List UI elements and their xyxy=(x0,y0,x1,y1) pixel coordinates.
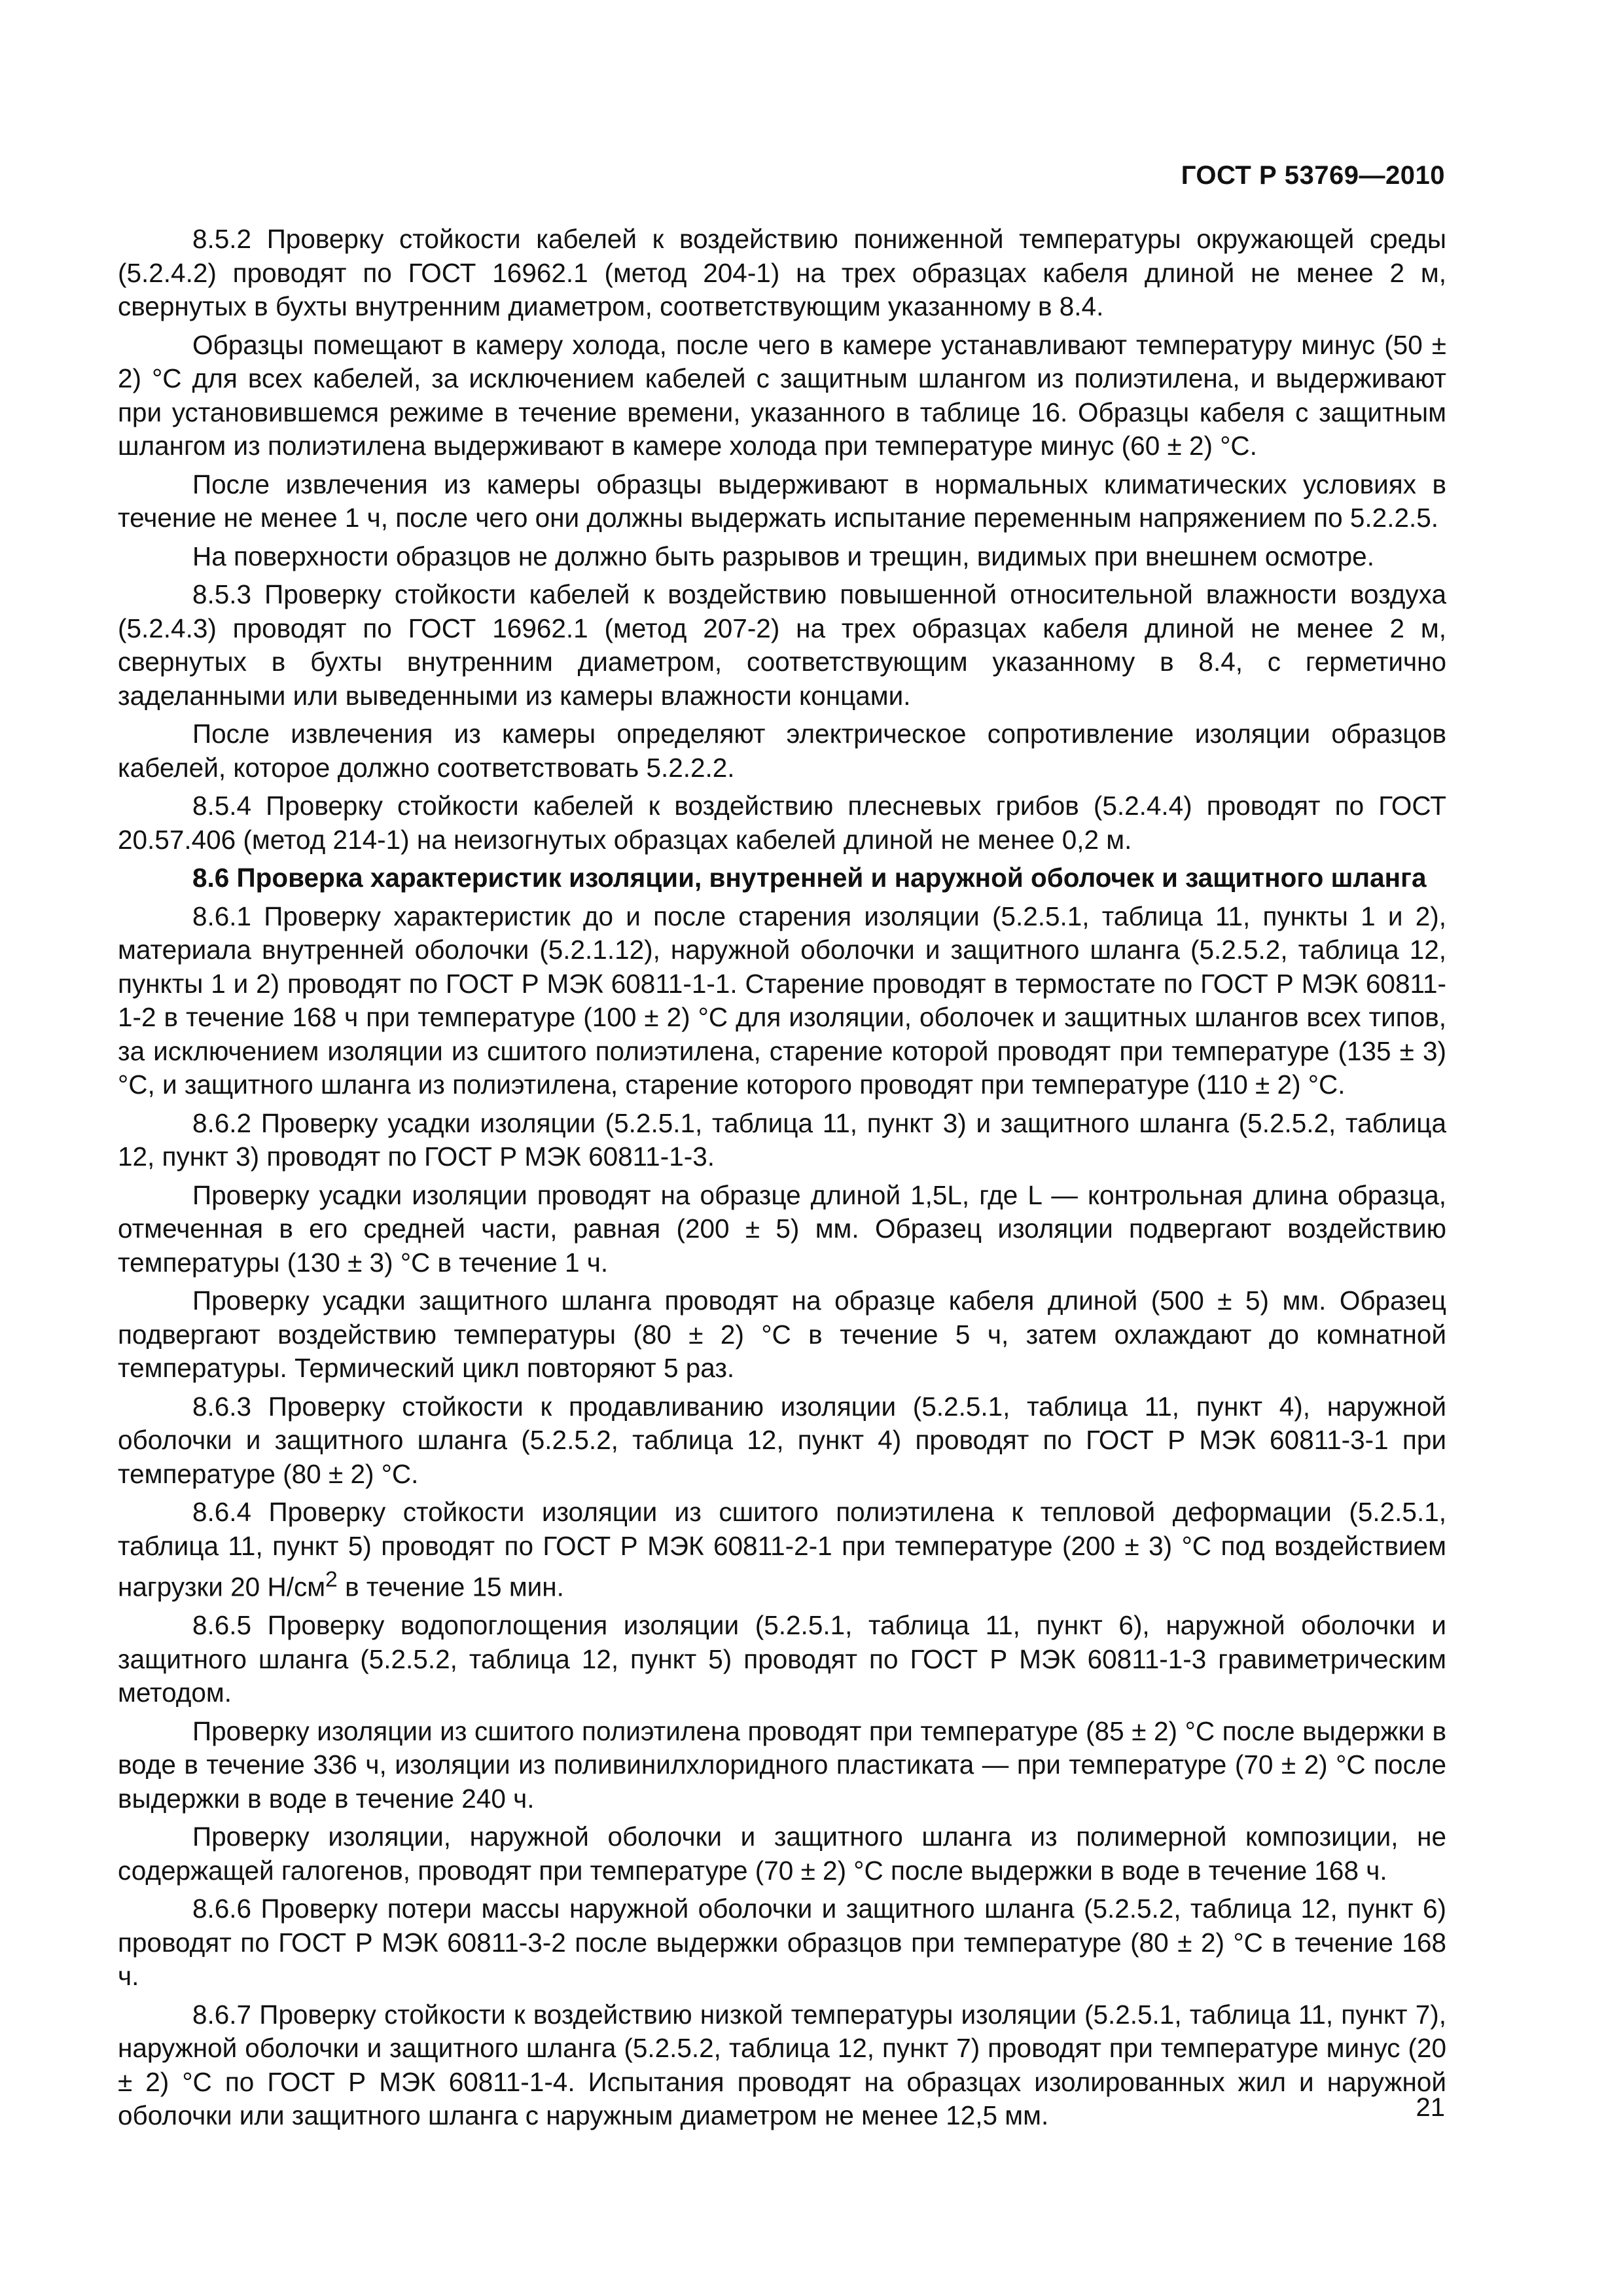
paragraph: Проверку усадки защитного шланга проводят на образце кабеля длиной (500 ± 5) мм. Образец подвергают воздействию температуры (80 ± 2) °С в течение 5 ч, затем охлаждают до комнатной температуры. Термический цикл повторяют 5 раз. xyxy=(118,1285,1446,1383)
paragraph: 8.5.2 Проверку стойкости кабелей к воздействию пониженной температуры окружающей среды (5.2.4.2) проводят по ГОСТ 16962.1 (метод 204-1) на трех образцах кабеля длиной не менее 2 м, свернутых в бухты внутренним диаметром, соответствующим указанному в 8.4. xyxy=(118,224,1446,321)
superscript: 2 xyxy=(325,1567,338,1592)
paragraph-text-tail: в течение 15 мин. xyxy=(337,1571,564,1602)
paragraph: Проверку изоляции, наружной оболочки и защитного шланга из полимерной композиции, не содержащей галогенов, проводят при температуре (70 ± 2) °С после выдержки в воде в течение 168 ч. xyxy=(118,1821,1446,1886)
document-id-header: ГОСТ Р 53769—2010 xyxy=(1181,161,1445,190)
paragraph: На поверхности образцов не должно быть разрывов и трещин, видимых при внешнем осмотре. xyxy=(192,541,1374,571)
paragraph: Проверку изоляции из сшитого полиэтилена проводят при температуре (85 ± 2) °С после выдержки в воде в течение 336 ч, изоляции из поливинилхлоридного пластиката — при температуре (70 ± 2) °С после выдержки в воде в течение 240 ч. xyxy=(118,1715,1446,1814)
paragraph: 8.5.4 Проверку стойкости кабелей к воздействию плесневых грибов (5.2.4.4) проводят по ГОСТ 20.57.406 (метод 214-1) на неизогнутых образцах кабелей длиной не менее 0,2 м. xyxy=(118,791,1446,855)
paragraph-864 xyxy=(118,1496,1446,1604)
section-heading: 8.6 Проверка характеристик изоляции, внутренней и наружной оболочек и защитного шланга xyxy=(192,863,1427,893)
paragraph: Образцы помещают в камеру холода, после чего в камере устанавливают температуру минус (50 ± 2) °С для всех кабелей, за исключением кабелей с защитным шлангом из полиэтилена, и выдерживают при установившемся режиме в течение времени, указанного в таблице 16. Образцы кабеля с защитным шлангом из полиэтилена выдерживают в камере холода при температуре минус (60 ± 2) °С. xyxy=(118,329,1446,461)
paragraph: После извлечения из камеры образцы выдерживают в нормальных климатических условиях в течение не менее 1 ч, после чего они должны выдержать испытание переменным напряжением по 5.2.2.5. xyxy=(118,469,1446,533)
paragraph: После извлечения из камеры определяют электрическое сопротивление изоляции образцов кабелей, которое должно соответствовать 5.2.2.2. xyxy=(118,719,1446,783)
document-body xyxy=(118,223,1446,2138)
paragraph: 8.6.2 Проверку усадки изоляции (5.2.5.1, таблица 11, пункт 3) и защитного шланга (5.2.5.2, таблица 12, пункт 3) проводят по ГОСТ Р МЭК 60811-1-3. xyxy=(118,1107,1446,1172)
paragraph: 8.6.3 Проверку стойкости к продавливанию изоляции (5.2.5.1, таблица 11, пункт 4), наружной оболочки и защитного шланга (5.2.5.2, таблица 12, пункт 4) проводят по ГОСТ Р МЭК 60811-3-1 при температуре (80 ± 2) °С. xyxy=(118,1391,1446,1489)
paragraph: 8.6.1 Проверку характеристик до и после старения изоляции (5.2.5.1, таблица 11, пункты 1 и 2), материала внутренней оболочки (5.2.1.12), наружной оболочки и защитного шланга (5.2.5.2, таблица 12, пункты 1 и 2) проводят по ГОСТ Р МЭК 60811-1-1. Старение проводят в термостате по ГОСТ Р МЭК 60811-1-2 в течение 168 ч при температуре (100 ± 2) °С для изоляции, оболочек и защитных шлангов всех типов, за исключением изоляции из сшитого полиэтилена, старение которой проводят при температуре (135 ± 3) °С, и защитного шланга из полиэтилена, старение которого проводят при температуре (110 ± 2) °С. xyxy=(118,901,1446,1100)
paragraph: 8.6.7 Проверку стойкости к воздействию низкой температуры изоляции (5.2.5.1, таблица 11, пункт 7), наружной оболочки и защитного шланга (5.2.5.2, таблица 12, пункт 7) проводят при температуре минус (20 ± 2) °С по ГОСТ Р МЭК 60811-1-4. Испытания проводят на образцах изолированных жил и наружной оболочки или защитного шланга с наружным диаметром не менее 12,5 мм. xyxy=(118,1999,1446,2130)
paragraph: Проверку усадки изоляции проводят на образце длиной 1,5L, где L — контрольная длина образца, отмеченная в его средней части, равная (200 ± 5) мм. Образец изоляции подвергают воздействию температуры (130 ± 3) °С в течение 1 ч. xyxy=(118,1179,1446,1278)
paragraph: 8.5.3 Проверку стойкости кабелей к воздействию повышенной относительной влажности воздуха (5.2.4.3) проводят по ГОСТ 16962.1 (метод 207-2) на трех образцах кабеля длиной не менее 2 м, свернутых в бухты внутренним диаметром, соответствующим указанному в 8.4, с герметично заделанными или выведенными из камеры влажности концами. xyxy=(118,579,1446,711)
paragraph: 8.6.6 Проверку потери массы наружной оболочки и защитного шланга (5.2.5.2, таблица 12, пункт 6) проводят по ГОСТ Р МЭК 60811-3-2 после выдержки образцов при температуре (80 ± 2) °С в течение 168 ч. xyxy=(118,1893,1446,1991)
page-number: 21 xyxy=(1416,2093,1445,2122)
paragraph: 8.6.5 Проверку водопоглощения изоляции (5.2.5.1, таблица 11, пункт 6), наружной оболочки и защитного шланга (5.2.5.2, таблица 12, пункт 5) проводят по ГОСТ Р МЭК 60811-1-3 гравиметрическим методом. xyxy=(118,1610,1446,1708)
paragraph-text: 8.6.4 Проверку стойкости изоляции из сшитого полиэтилена к тепловой деформации (5.2.5.1, таблица 11, пункт 5) проводят по ГОСТ Р МЭК 60811-2-1 при температуре (200 ± 3) °С под воздействием нагрузки 20 Н/см xyxy=(118,1497,1446,1602)
